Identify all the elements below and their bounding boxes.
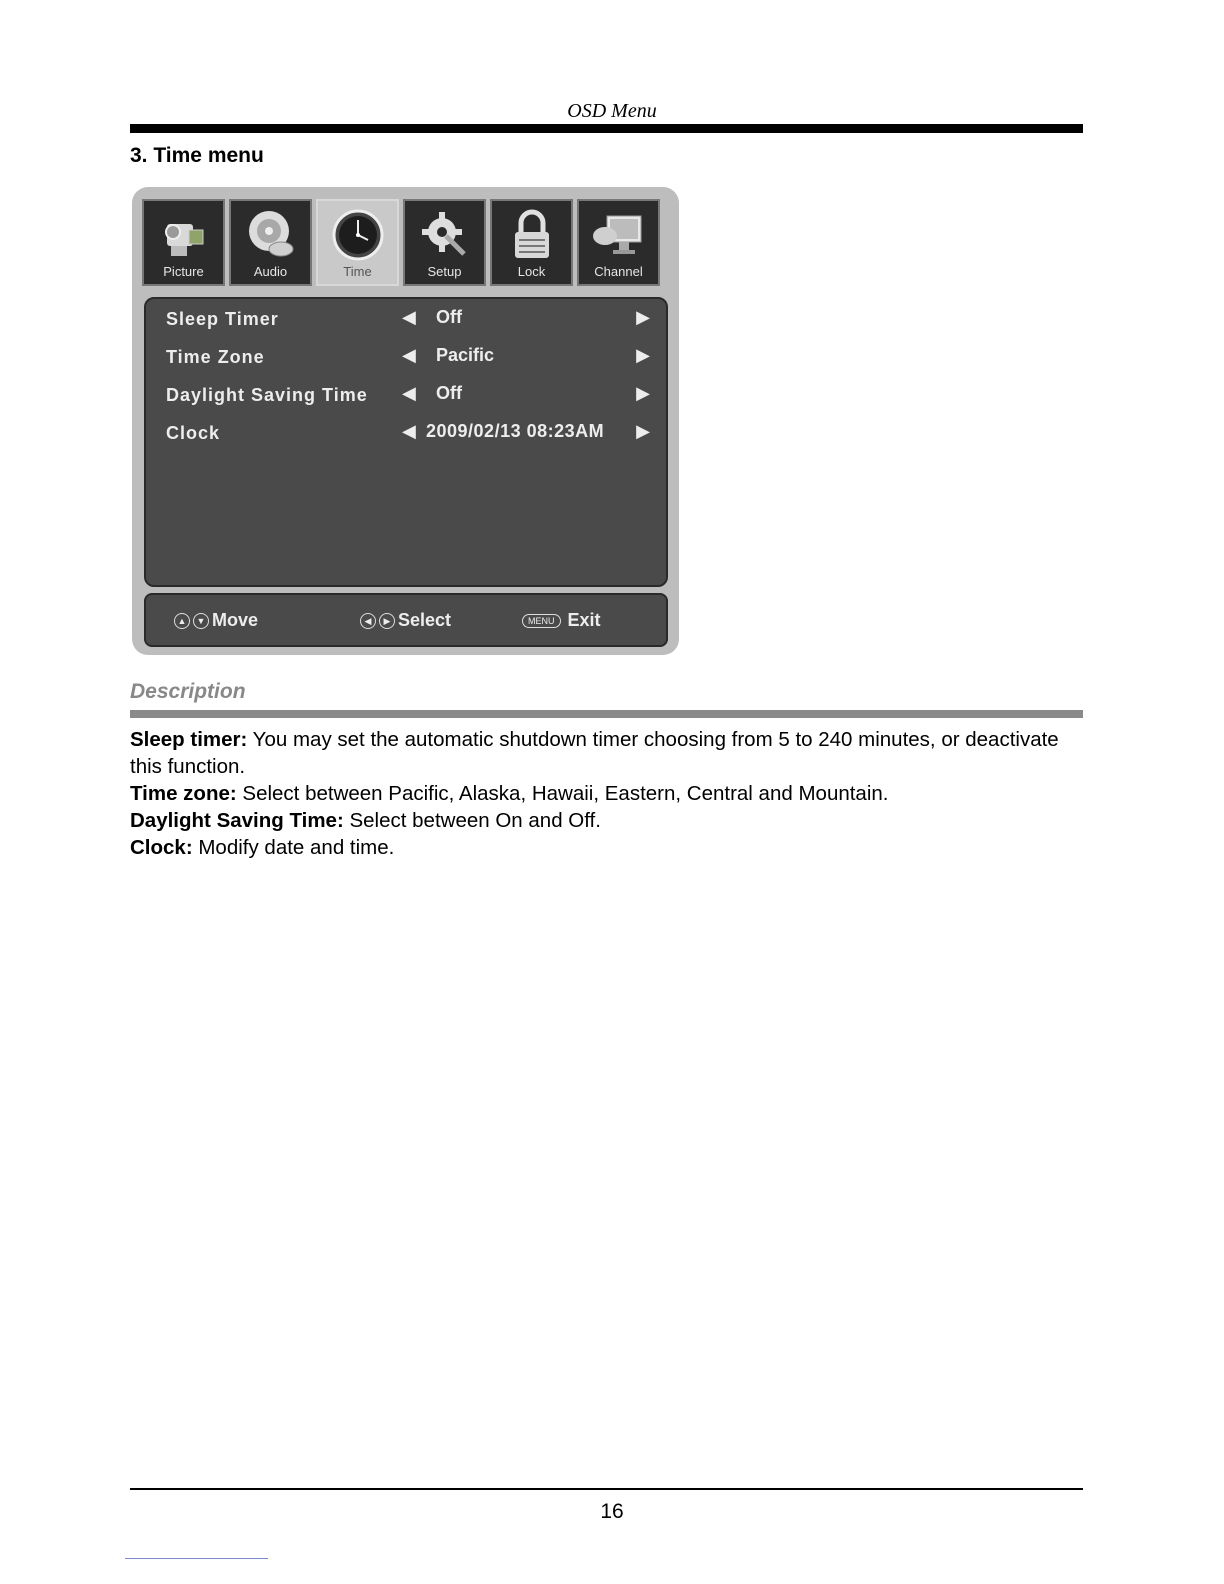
- tab-label: Time: [343, 264, 372, 279]
- menu-item-value: Off: [436, 383, 462, 403]
- hint-move-label: Move: [212, 610, 259, 630]
- menu-item-value: Pacific: [436, 345, 495, 365]
- menu-row-daylight-saving-time[interactable]: [166, 381, 650, 411]
- tab-label: Setup: [427, 264, 462, 279]
- disc-speaker-icon: [231, 207, 310, 263]
- camcorder-icon: [144, 207, 223, 263]
- tab-setup[interactable]: [403, 199, 486, 286]
- description-text: Select between On and Off.: [343, 809, 601, 832]
- arrow-right-icon[interactable]: ▶: [636, 421, 650, 441]
- arrow-left-icon[interactable]: ◀: [402, 421, 416, 441]
- menu-item-label: Time Zone: [166, 347, 265, 367]
- osd-menu-screenshot: [132, 187, 679, 655]
- description-entry: [130, 726, 1080, 780]
- hint-exit-label: Exit: [567, 610, 601, 630]
- tab-lock[interactable]: [490, 199, 573, 286]
- menu-row-time-zone[interactable]: [166, 343, 650, 373]
- tab-audio[interactable]: [229, 199, 312, 286]
- menu-row-sleep-timer[interactable]: [166, 305, 650, 335]
- tab-label: Channel: [594, 264, 643, 279]
- arrow-left-icon[interactable]: ◀: [402, 345, 416, 365]
- description-rule: [130, 710, 1083, 718]
- menu-item-value: Off: [436, 307, 462, 327]
- osd-hint-bar: [144, 593, 668, 647]
- right-arrow-icon: ▶: [379, 613, 395, 629]
- header-title: OSD Menu: [567, 100, 657, 122]
- arrow-right-icon[interactable]: ▶: [636, 345, 650, 365]
- description-text: Modify date and time.: [192, 836, 395, 859]
- description-entry: [130, 807, 1080, 834]
- tab-label: Lock: [517, 264, 546, 279]
- description-entry: [130, 780, 1080, 807]
- clock-icon: [318, 207, 397, 263]
- menu-item-label: Clock: [166, 423, 221, 443]
- hint-exit: [522, 610, 601, 631]
- down-arrow-icon: ▼: [193, 613, 209, 629]
- tab-label: Picture: [163, 264, 204, 279]
- page-number: 16: [600, 1500, 624, 1523]
- arrow-right-icon[interactable]: ▶: [636, 307, 650, 327]
- menu-row-clock[interactable]: [166, 419, 650, 449]
- arrow-left-icon[interactable]: ◀: [402, 307, 416, 327]
- description-entry: [130, 834, 1080, 861]
- description-heading: Description: [130, 680, 246, 703]
- up-arrow-icon: ▲: [174, 613, 190, 629]
- arrow-left-icon[interactable]: ◀: [402, 383, 416, 403]
- menu-item-label: Sleep Timer: [166, 309, 279, 329]
- arrow-right-icon[interactable]: ▶: [636, 383, 650, 403]
- description-term: Time zone:: [130, 782, 237, 805]
- menu-key-icon: MENU: [522, 614, 561, 628]
- hint-move: [174, 610, 258, 631]
- description-term: Clock:: [130, 836, 193, 859]
- tab-time[interactable]: [316, 199, 399, 286]
- hint-select: [360, 610, 451, 631]
- left-arrow-icon: ◀: [360, 613, 376, 629]
- description-term: Sleep timer:: [130, 728, 248, 751]
- tab-picture[interactable]: [142, 199, 225, 286]
- tab-label: Audio: [253, 264, 288, 279]
- header-rule: [130, 124, 1083, 133]
- monitor-icon: [579, 207, 658, 263]
- description-body: [130, 726, 1080, 861]
- time-menu-panel: [144, 297, 668, 587]
- corner-line: [125, 1558, 268, 1559]
- description-text: Select between Pacific, Alaska, Hawaii, Eastern, Central and Mountain.: [236, 782, 889, 805]
- section-heading: 3. Time menu: [130, 144, 264, 167]
- footer-rule: [130, 1488, 1083, 1490]
- hint-select-label: Select: [398, 610, 452, 630]
- menu-item-label: Daylight Saving Time: [166, 385, 368, 405]
- tab-channel[interactable]: [577, 199, 660, 286]
- description-text: You may set the automatic shutdown timer choosing from 5 to 240 minutes, or deactivate this function.: [130, 728, 1059, 778]
- description-term: Daylight Saving Time:: [130, 809, 344, 832]
- menu-item-value: 2009/02/13 08:23AM: [426, 421, 605, 441]
- gear-wrench-icon: [405, 207, 484, 263]
- padlock-icon: [492, 207, 571, 263]
